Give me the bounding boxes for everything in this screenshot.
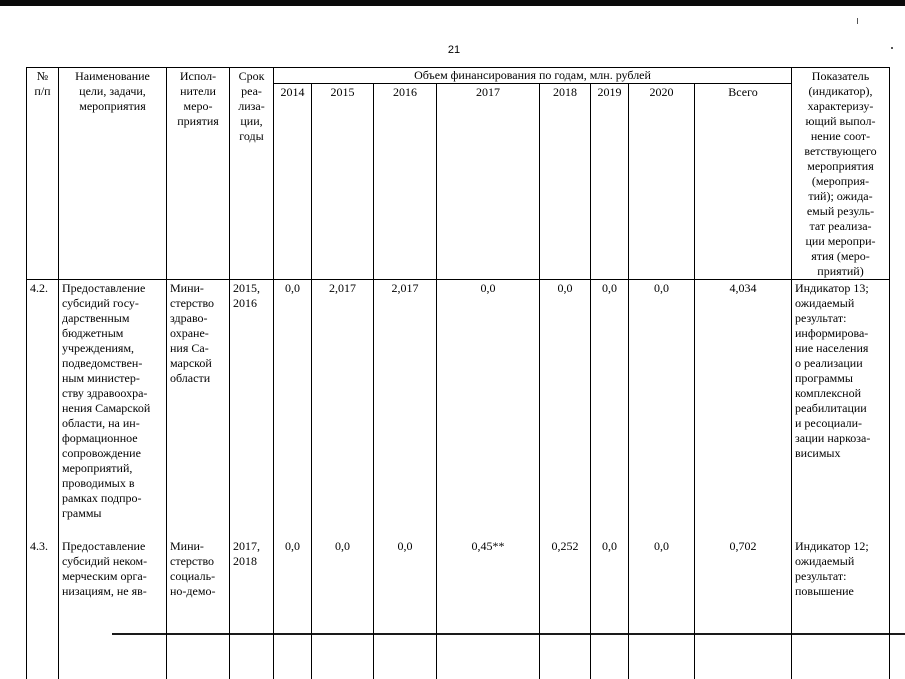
value-2015: 0,0: [312, 521, 374, 679]
header-executor: Испол- нители меро- приятия: [167, 68, 230, 280]
header-year: 2016: [374, 83, 437, 279]
page-number: 21: [447, 44, 461, 56]
row-name: Предоставление субсидий госу- дарственным бюджетным учреждениям, подведомствен- ным министер- ству здравоохра- нения Самарской области, на ин- формационное сопровождение мероприятий, проводимых в рамках подпро- граммы: [59, 280, 167, 522]
value-2020: 0,0: [629, 280, 695, 522]
value-2018: 0,252: [540, 521, 591, 679]
value-2017: 0,45**: [437, 521, 540, 679]
header-year: 2014: [274, 83, 312, 279]
header-financing: Объем финансирования по годам, млн. рублей: [274, 68, 792, 84]
value-2020: 0,0: [629, 521, 695, 679]
header-year: 2019: [591, 83, 629, 279]
header-term: Срок реа- лиза- ции, годы: [230, 68, 274, 280]
row-term: 2015, 2016: [230, 280, 274, 522]
row-name: Предоставление субсидий неком- мерческим орга- низациям, не яв-: [59, 521, 167, 679]
scan-speck: [891, 47, 893, 49]
row-executor: Мини- стерство здраво- охране- ния Са- марской области: [167, 280, 230, 522]
row-executor: Мини- стерство социаль- но-демо-: [167, 521, 230, 679]
header-year: 2017: [437, 83, 540, 279]
header-num: № п/п: [27, 68, 59, 280]
header-indicator: Показатель (индикатор), характеризу- ющий выпол- нение соот- ветствующего мероприятия (мероприя- тий); ожида- емый резуль- тат реализа- ции меропри- ятия (меро- приятий): [792, 68, 890, 280]
value-2014: 0,0: [274, 521, 312, 679]
row-indicator: Индикатор 12; ожидаемый результат: повышение: [792, 521, 890, 679]
row-indicator: Индикатор 13; ожидаемый результат: информирова- ние населения о реализации программы комплексной реабилитации и ресоциали- зации наркоза- висимых: [792, 280, 890, 522]
scan-border-top: [0, 0, 905, 6]
value-2016: 2,017: [374, 280, 437, 522]
header-year: 2015: [312, 83, 374, 279]
value-2014: 0,0: [274, 280, 312, 522]
row-number: 4.2.: [27, 280, 59, 522]
value-2015: 2,017: [312, 280, 374, 522]
value-total: 4,034: [695, 280, 792, 522]
header-year: 2018: [540, 83, 591, 279]
table-row: [27, 521, 890, 679]
value-2019: 0,0: [591, 521, 629, 679]
row-number: 4.3.: [27, 521, 59, 679]
financing-table: [26, 67, 890, 679]
scan-speck: [857, 18, 858, 24]
header-year: 2020: [629, 83, 695, 279]
header-row-1: [27, 68, 890, 84]
value-2016: 0,0: [374, 521, 437, 679]
row-term: 2017, 2018: [230, 521, 274, 679]
value-2017: 0,0: [437, 280, 540, 522]
value-2019: 0,0: [591, 280, 629, 522]
value-total: 0,702: [695, 521, 792, 679]
table-row: [27, 280, 890, 522]
value-2018: 0,0: [540, 280, 591, 522]
header-total: Всего: [695, 83, 792, 279]
header-name: Наименование цели, задачи, мероприятия: [59, 68, 167, 280]
